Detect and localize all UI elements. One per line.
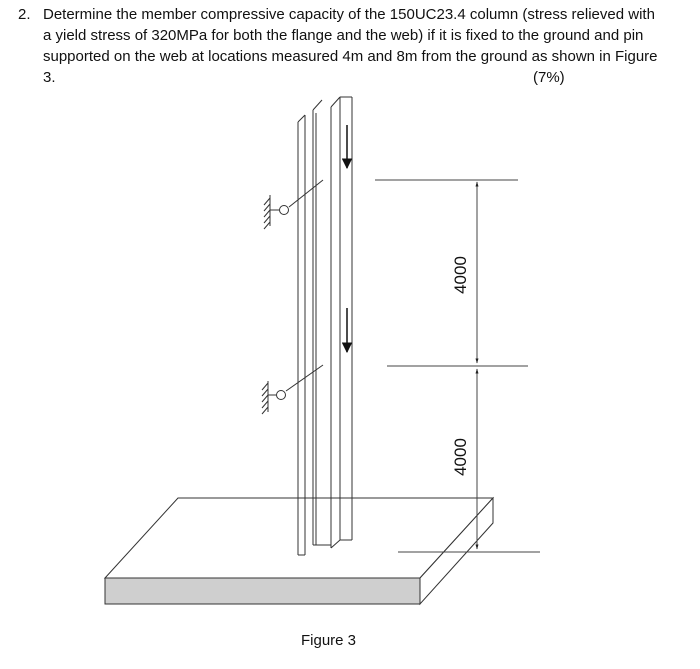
dimension-lower-label: 4000: [451, 438, 470, 476]
pin-support-upper: [264, 180, 323, 229]
question-number: 2.: [18, 6, 31, 23]
column-ibeam: [298, 97, 352, 555]
ground-slab: [105, 498, 493, 604]
question-line-2: a yield stress of 320MPa for both the flange and the web) if it is fixed to the ground and pin: [43, 27, 644, 44]
question-line-1: Determine the member compressive capacity of the 150UC23.4 column (stress relieved with: [43, 6, 655, 23]
dimension-upper-label: 4000: [451, 256, 470, 294]
figure-caption: Figure 3: [301, 632, 357, 649]
dimension-lines: [375, 180, 540, 552]
pin-support-lower: [262, 365, 323, 414]
question-line-3: supported on the web at locations measured 4m and 8m from the ground as shown in Figure: [43, 48, 658, 65]
question-marks: (7%): [533, 69, 565, 86]
question-line-4: 3.: [43, 69, 56, 86]
